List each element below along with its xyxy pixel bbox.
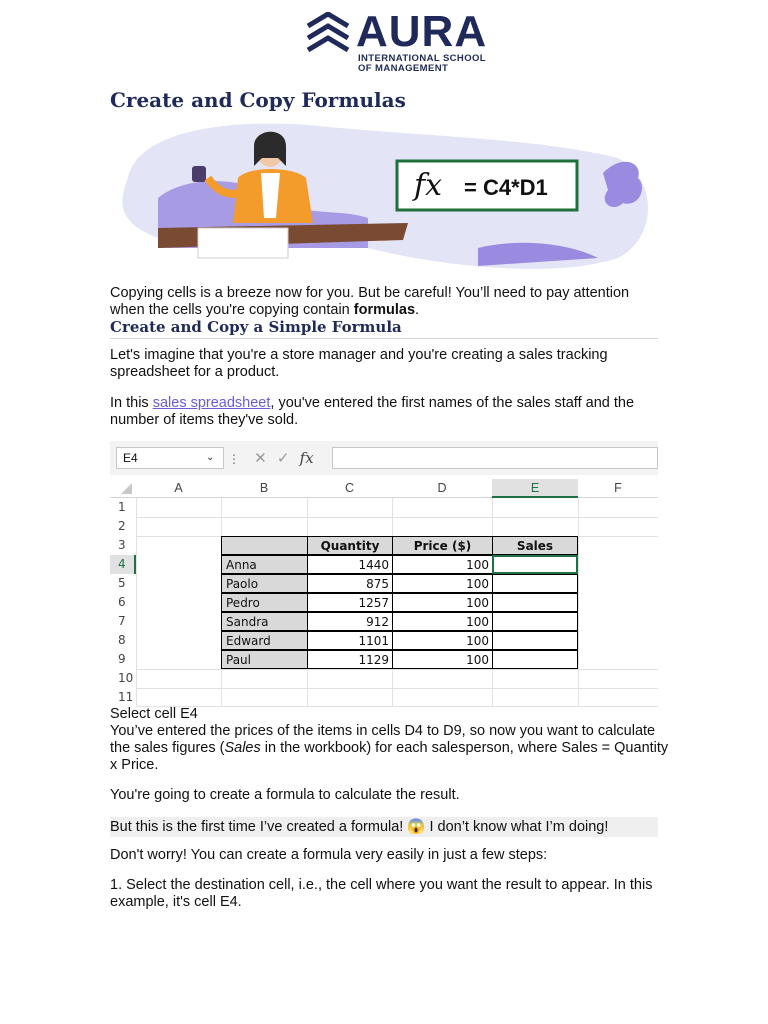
table-cell-name[interactable]: Anna (221, 555, 308, 574)
row-header-2[interactable]: 2 (118, 519, 126, 533)
paragraph-create-formula: You're going to create a formula to calculate the result. (110, 787, 460, 803)
paragraph-step-1: 1. Select the destination cell, i.e., the cell where you want the result to appear. In this example, it's cell E4. (110, 877, 653, 910)
fx-label: fx (414, 168, 443, 203)
woman-at-desk-illustration (118, 118, 650, 273)
sales-spreadsheet-link[interactable]: sales spreadsheet (152, 395, 271, 411)
formula-bar-icons (228, 447, 314, 469)
table-header-quantity[interactable]: Quantity (307, 536, 393, 555)
row-header-8[interactable]: 8 (118, 633, 126, 647)
table-cell-sales[interactable] (492, 593, 578, 612)
table-cell-name[interactable]: Paolo (221, 574, 308, 593)
table-cell-quantity[interactable]: 875 (307, 574, 393, 593)
row-header-4[interactable]: 4 (110, 555, 136, 574)
confirm-icon[interactable]: ✓ (276, 450, 290, 467)
heading-divider (110, 338, 658, 339)
column-header-a[interactable]: A (136, 479, 221, 498)
name-box[interactable]: E4 (116, 447, 224, 469)
table-cell-name[interactable]: Paul (221, 650, 308, 669)
formula-bar-input[interactable] (332, 447, 658, 469)
table-header-sales[interactable]: Sales (492, 536, 578, 555)
row-header-1[interactable]: 1 (118, 500, 126, 514)
column-header-d[interactable]: D (392, 479, 492, 498)
page-title: Create and Copy Formulas (110, 88, 406, 112)
paragraph-spreadsheet-intro: In this sales spreadsheet, you've entered the first names of the sales staff and the number of items they've sold. (110, 395, 635, 428)
row-header-6[interactable]: 6 (118, 595, 126, 609)
row-header-11[interactable]: 11 (118, 690, 134, 704)
column-header-f[interactable]: F (578, 479, 658, 498)
column-header-c[interactable]: C (307, 479, 392, 498)
table-cell-name[interactable]: Pedro (221, 593, 308, 612)
logo-subtitle: INTERNATIONAL SCHOOL OF MANAGEMENT (358, 53, 486, 74)
table-cell-price[interactable]: 100 (392, 612, 493, 631)
formula-text: = C4*D1 (464, 175, 548, 200)
paragraph-store-manager: Let's imagine that you're a store manager and you're creating a sales tracking spreadsheet for a product. (110, 347, 608, 380)
spreadsheet-screenshot (110, 441, 658, 707)
row-header-9[interactable]: 9 (118, 652, 126, 666)
table-header-blank[interactable] (221, 536, 308, 555)
table-cell-quantity[interactable]: 1101 (307, 631, 393, 650)
chevron-down-icon[interactable]: ⌄ (206, 452, 215, 463)
row-header-10[interactable]: 10 (118, 671, 134, 685)
cancel-icon[interactable]: ✕ (254, 450, 267, 467)
intro-paragraph: Copying cells is a breeze now for you. But be careful! You’ll need to pay attention when the cells you're copying contain formulas. (110, 285, 630, 318)
table-cell-price[interactable]: 100 (392, 650, 493, 669)
row-header-7[interactable]: 7 (118, 614, 126, 628)
table-cell-quantity[interactable]: 1440 (307, 555, 393, 574)
selected-cell-e4[interactable] (492, 555, 578, 574)
more-options-icon: ⋮ (228, 452, 240, 466)
table-cell-name[interactable]: Sandra (221, 612, 308, 631)
table-cell-name[interactable]: Edward (221, 631, 308, 650)
paragraph-dont-worry: Don't worry! You can create a formula very easily in just a few steps: (110, 847, 548, 863)
row-header-3[interactable]: 3 (118, 538, 126, 552)
formula-toolbar (110, 441, 658, 475)
aura-logo (304, 7, 504, 76)
table-cell-price[interactable]: 100 (392, 574, 493, 593)
table-cell-price[interactable]: 100 (392, 593, 493, 612)
insert-function-icon[interactable]: fx (299, 449, 314, 467)
scared-face-icon: 😱 (407, 819, 426, 835)
table-cell-quantity[interactable]: 1257 (307, 593, 393, 612)
corner-triangle-icon (110, 479, 136, 497)
row-header-5[interactable]: 5 (118, 576, 126, 590)
table-cell-sales[interactable] (492, 574, 578, 593)
table-cell-quantity[interactable]: 912 (307, 612, 393, 631)
table-header-price[interactable]: Price ($) (392, 536, 493, 555)
table-cell-sales[interactable] (492, 650, 578, 669)
logo-wordmark: AURA (356, 7, 488, 56)
table-cell-price[interactable]: 100 (392, 555, 493, 574)
select-all-corner[interactable] (110, 479, 136, 498)
section-heading: Create and Copy a Simple Formula (110, 318, 402, 336)
column-header-b[interactable]: B (221, 479, 307, 498)
table-cell-quantity[interactable]: 1129 (307, 650, 393, 669)
table-cell-sales[interactable] (492, 631, 578, 650)
table-cell-price[interactable]: 100 (392, 631, 493, 650)
paragraph-sales-figures: You’ve entered the prices of the items in cells D4 to D9, so now you want to calculate the sales figures (Sales in the workbook) for each salesperson, where Sales = Quantity x Price. (110, 723, 669, 773)
column-header-e[interactable]: E (492, 479, 578, 498)
callout-text: But this is the first time I’ve created a formula! 😱 I don’t know what I’m doing! (110, 819, 609, 835)
aura-chevrons-icon (304, 12, 352, 58)
table-cell-sales[interactable] (492, 612, 578, 631)
image-caption: Select cell E4 (110, 706, 198, 722)
